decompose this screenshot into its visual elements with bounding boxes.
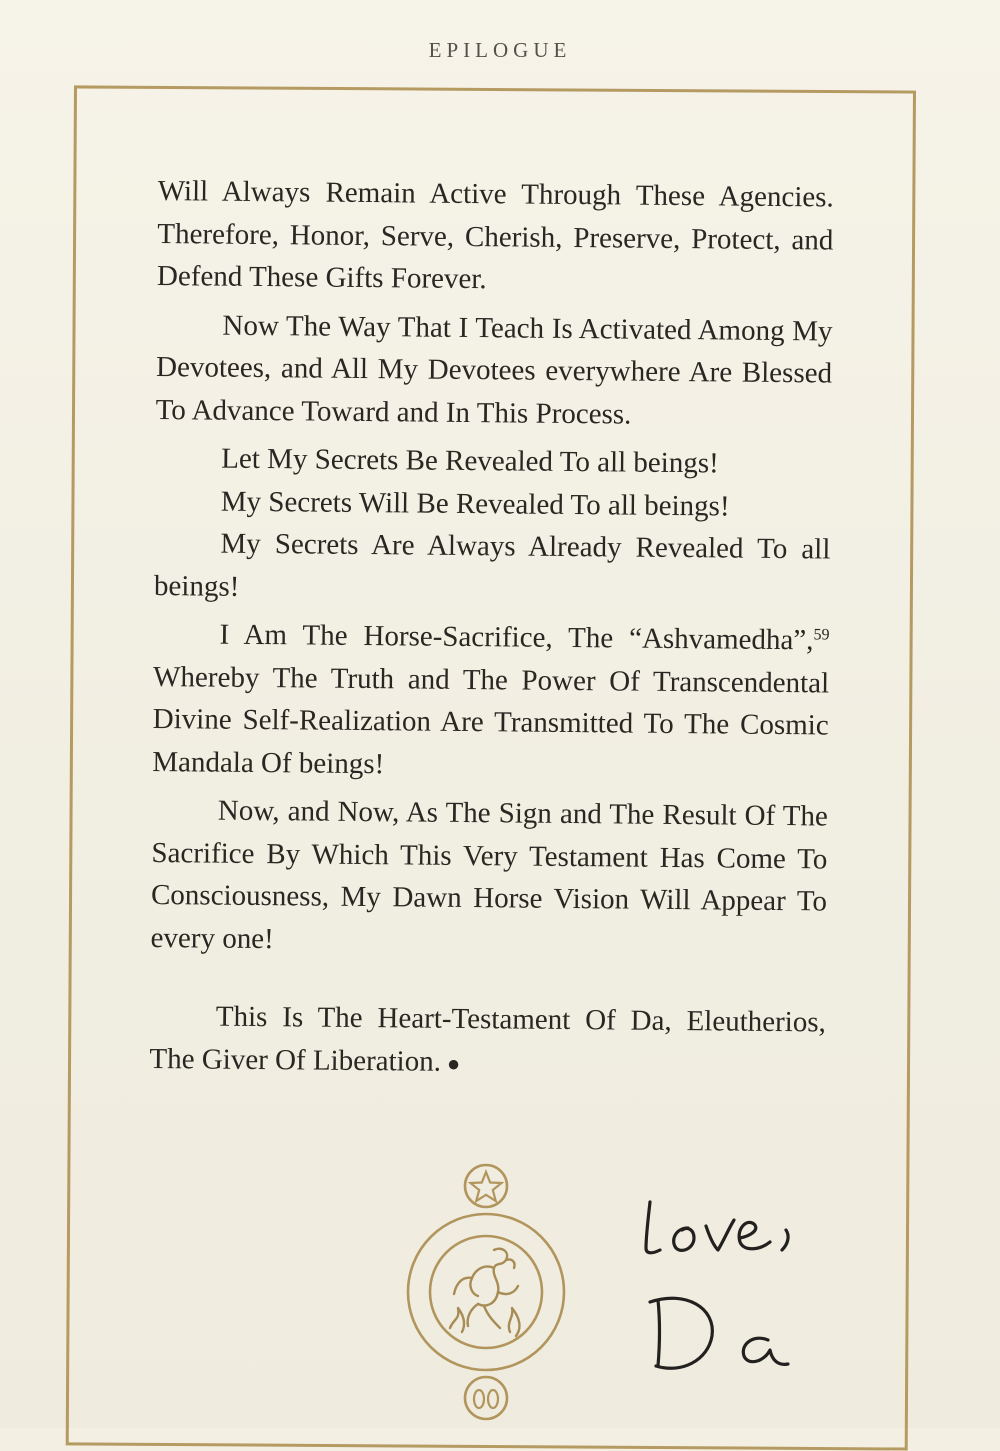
paragraph-4: My Secrets Will Be Revealed To all beings!	[220, 485, 730, 523]
paragraph-3: Let My Secrets Be Revealed To all beings!	[221, 442, 719, 480]
closing-paragraph	[149, 995, 826, 1088]
paragraph-6-rest: Whereby The Truth and The Power Of Transcendental Divine Self-Realization Are Transmitted To The Cosmic Mandala Of beings!	[152, 660, 830, 780]
signature-graphic	[636, 1190, 896, 1410]
closing-text: This Is The Heart-Testament Of Da, Eleutherios, The Giver Of Liberation.	[149, 1000, 827, 1078]
paragraph-5: My Secrets Are Always Already Revealed To all beings!	[153, 527, 831, 603]
paragraph-6-lead: I Am The Horse-Sacrifice, The “Ashvamedha”,	[219, 618, 814, 657]
paragraph-6	[152, 613, 830, 789]
dawn-horse-seal-icon	[402, 1158, 580, 1428]
end-mark-icon: ●	[446, 1050, 461, 1076]
body-text	[149, 170, 834, 1094]
seal-graphic	[402, 1158, 580, 1428]
running-head: EPILOGUE	[428, 38, 572, 62]
handwritten-signature	[636, 1190, 896, 1410]
footnote-reference[interactable]: 59	[813, 626, 830, 644]
paragraph-1: Will Always Remain Active Through These Agencies. Therefore, Honor, Serve, Cherish, Preserve, Protect, and Defend These Gifts Forever.	[156, 174, 834, 296]
paragraph-2: Now The Way That I Teach Is Activated Among My Devotees, and All My Devotees everywhere Are Blessed To Advance Toward and In This Process.	[155, 309, 833, 431]
paragraph-7: Now, and Now, As The Sign and The Result Of The Sacrifice By Which This Very Testament Has Come To Consciousness, My Dawn Horse Vision Will Appear To every one!	[150, 794, 828, 955]
